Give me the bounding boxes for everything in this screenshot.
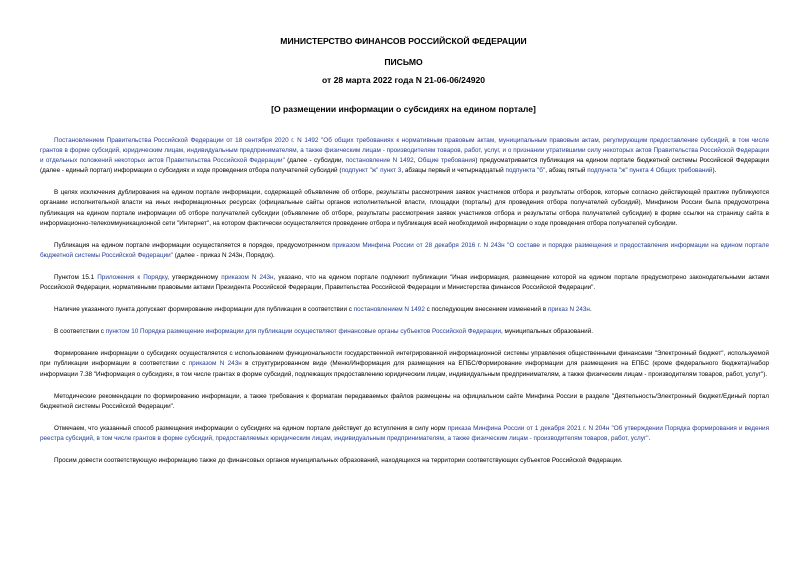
paragraph-text: Наличие указанного пункта допускает формирование информации для публикации в соответствии с <box>54 306 352 314</box>
ministry-title: МИНИСТЕРСТВО ФИНАНСОВ РОССИЙСКОЙ ФЕДЕРАЦИИ <box>280 36 527 46</box>
paragraph-text: (далее - приказ N 243н, Порядок). <box>172 251 275 259</box>
paragraph-1 <box>40 136 769 176</box>
paragraph-text: ) предусматривается публикация на едином портале бюджетной системы Российской Федерации (далее - единый портал) информации о субсидиях и ходе проведения отбора получателей субсидий ( <box>40 157 770 175</box>
paragraph-9 <box>40 424 769 444</box>
paragraph-text: в структурированном виде (Меню/Информация для размещения на ЕПБС/Формирование информации для размещения на ЕПБС (кроме федерального бюджета)/набор информации 7.38 "Информация о субсидиях, в том числе грантах в форме субсидий, подлежащих предоставлению юридическим лицам, индивидуальным предпринимателям, а также физическим лицам - производителям товаров, работ, услуг"). <box>40 360 770 378</box>
paragraph-text: В соответствии с <box>54 328 104 336</box>
paragraph-4 <box>40 273 769 293</box>
link-subclause-b[interactable]: подпункта "б" <box>505 167 546 175</box>
paragraph-text: , муниципальных образований. <box>501 328 594 336</box>
paragraph-text: , <box>413 157 416 165</box>
paragraph-3 <box>40 241 769 261</box>
link-decree-1492[interactable]: Постановлением Правительства Российской Федерации от 18 сентября 2020 г. N 1492 "Об общих требованиях к нормативным правовым актам, муниципальным правовым актам, регулирующим предоставление субсидий, в том числе грантов в форме субсидий, юридическим лицам, индивидуальным предпринимателям, а также физическим лицам - производителям товаров, работ, услуг, и о признании утратившими силу некоторых актов Правительства Российской Федерации и отдельных положений некоторых актов Правительства Российской Федерации" <box>40 137 769 165</box>
paragraph-6 <box>40 327 769 337</box>
paragraph-text: , абзац пятый <box>545 167 586 175</box>
paragraph-text: Формирование информации о субсидиях осуществляется с использованием функциональности государственной интегрированной информационной системы управления общественными финансами "Электронный бюджет", используемой при публикации информации в соответствии с <box>40 350 769 368</box>
link-subclause-zh-4[interactable]: подпункта "ж" пункта 4 Общих требований <box>587 167 713 175</box>
link-order-204n[interactable]: приказа Минфина России от 1 декабря 2021 г. N 204н "Об утверждении Порядка формирования и ведения реестра субсидий, в том числе грантов в форме субсидий, предоставляемых юридическим лицам, индивидуальным предпринимателям, а также физическим лицам - производителям товаров, работ, услуг" <box>40 424 770 442</box>
document-subject: [О размещении информации о субсидиях на едином портале] <box>271 104 536 114</box>
link-order-243n-amend[interactable]: приказ N 243н <box>547 306 590 314</box>
paragraph-text: Отмечаем, что указанный способ размещения информации о субсидиях на едином портале действует до вступления в силу норм <box>54 424 446 432</box>
link-order-243n-short[interactable]: приказом N 243н <box>221 273 274 281</box>
paragraph-5 <box>40 305 769 315</box>
paragraph-text: , указано, что на едином портале подлежит публикации "Иная информация, размещение которой на едином портале предусмотрено законодательными актами Российской Федерации, нормативными правовыми актами Президента Российской Федерации, Правительства Российской Федерации и Министерства финансов Российской Федерации". <box>40 273 769 292</box>
paragraph-text: (далее - субсидии, <box>284 157 344 165</box>
link-decree-short[interactable]: постановление N 1492 <box>345 157 414 165</box>
paragraph-text: . <box>648 434 651 442</box>
paragraph-text: Пунктом 15.1 <box>54 273 95 281</box>
link-subclause-zh-3[interactable]: подпункт "ж" пункт 3 <box>341 167 402 175</box>
link-procedure-clause-10[interactable]: пунктом 10 Порядка размещение информации для публикации осуществляют финансовые органы субъектов Российской Федерации <box>105 328 501 336</box>
paragraph-text: , утвержденному <box>167 273 219 281</box>
paragraph-text: , абзацы первый и четырнадцатый <box>401 167 504 175</box>
link-decree-1492-short[interactable]: постановлением N 1492 <box>353 306 425 314</box>
link-order-243n[interactable]: приказом Минфина России от 28 декабря 2016 г. N 243н "О составе и порядке размещения и предоставления информации на едином портале бюджетной системы Российской Федерации" <box>40 241 770 259</box>
link-order-243n-structured[interactable]: приказом N 243н <box>188 360 242 368</box>
paragraph-text: . <box>589 306 592 314</box>
document-type: ПИСЬМО <box>384 57 423 67</box>
document-date-number: от 28 марта 2022 года N 21-06-06/24920 <box>321 75 486 85</box>
paragraph-7 <box>40 349 769 379</box>
paragraph-10: Просим довести соответствующую информацию также до финансовых органов муниципальных образований, находящихся на территории соответствующих субъектов Российской Федерации. <box>54 456 623 464</box>
document-body <box>40 136 769 478</box>
paragraph-text: ). <box>712 167 717 175</box>
paragraph-2: В целях исключения дублирования на едином портале информации, содержащей объявление об отборе, результаты рассмотрения заявок участников отбора и результаты отборов, которые согласно действующей практике публикуются органами исполнительной власти на иных информационных ресурсах (официальные сайты органов исполнительной власти, площадки (порталы) для проведения отбора получателей субсидий), Минфином России была предусмотрена публикация на едином портале информации об отборе получателей субсидии (объявление об отборе, результаты рассмотрения заявок участников отбора и результаты отбора получателей субсидии) в форме ссылки на страницу сайта в информационно-телекоммуникационной сети "Интернет", на котором фактически осуществляется проведение отбора и публикация всей необходимой информации о ходе проведения отбора получателей субсидии. <box>40 189 769 227</box>
link-general-requirements[interactable]: Общие требования <box>417 157 476 165</box>
link-appendix-procedure[interactable]: Приложения к Порядку <box>97 273 168 281</box>
paragraph-8: Методические рекомендации по формированию информации, а также требования к форматам передаваемых файлов размещены на официальном сайте Минфина России в разделе "Деятельность/Электронный бюджет/Единый портал бюджетной системы Российской Федерации". <box>40 392 769 410</box>
paragraph-text: с последующим внесением изменений в <box>424 306 547 314</box>
paragraph-text: Публикация на едином портале информации осуществляется в порядке, предусмотренном <box>54 241 330 249</box>
